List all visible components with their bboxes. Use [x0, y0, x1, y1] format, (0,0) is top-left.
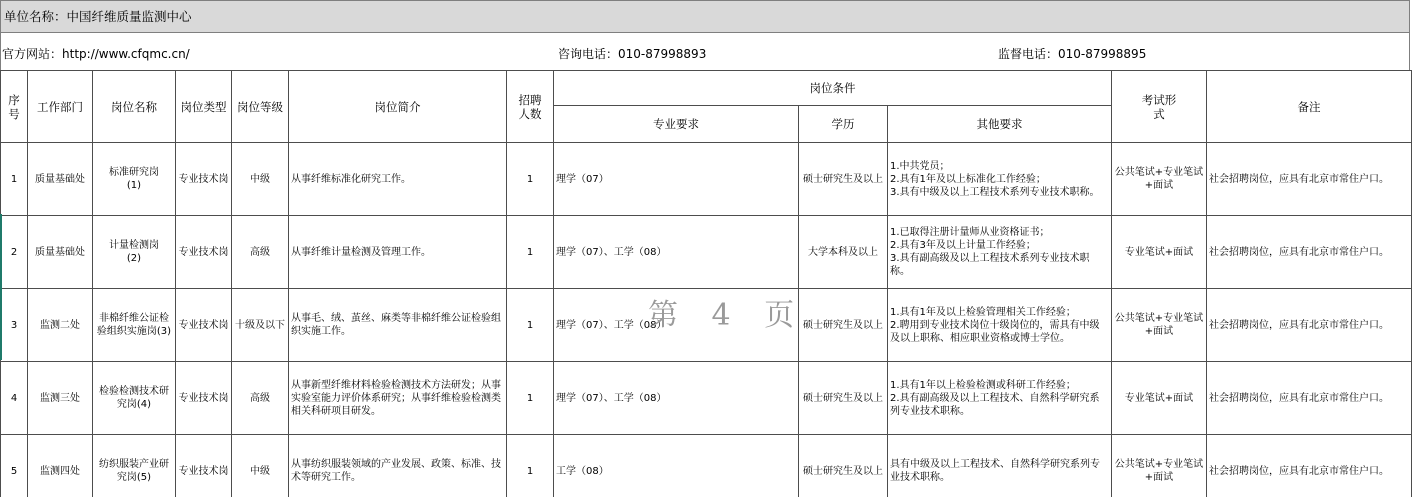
cell-post-name-text: 计量检测岗 (2) [109, 240, 159, 264]
cell-intro-text: 从事毛、绒、茧丝、麻类等非棉纤维公证检验组织实施工作。 [291, 313, 501, 337]
header-post-name[interactable]: 岗位名称 [93, 71, 176, 143]
other-requirement-line: 2.具有1年及以上标准化工作经验； [890, 173, 1046, 185]
cell-major[interactable] [554, 435, 799, 497]
header-row-1 [1, 71, 1412, 106]
cell-count[interactable] [507, 289, 554, 362]
unit-name-row[interactable] [0, 0, 1410, 33]
cell-post-level[interactable] [232, 289, 289, 362]
cell-remark-text: 社会招聘岗位，应具有北京市常住户口。 [1209, 246, 1389, 258]
header-major[interactable]: 专业要求 [554, 106, 799, 143]
header-conditions[interactable]: 岗位条件 [554, 71, 1112, 106]
cell-other[interactable] [888, 216, 1112, 289]
cell-post-name[interactable] [93, 216, 176, 289]
cell-post-type[interactable] [176, 289, 232, 362]
cell-post-level[interactable] [232, 362, 289, 435]
cell-count[interactable] [507, 143, 554, 216]
cell-major[interactable] [554, 362, 799, 435]
cell-dept[interactable] [28, 435, 93, 497]
recruitment-table [0, 70, 1412, 497]
header-education[interactable]: 学历 [799, 106, 888, 143]
cell-major-text: 理学（07） [556, 173, 609, 185]
other-requirement-line: 1.具有1年及以上检验管理相关工作经验； [890, 306, 1076, 318]
cell-dept[interactable] [28, 216, 93, 289]
cell-seq[interactable] [1, 435, 28, 497]
cell-post-name-text: 检验检测技术研究岗(4) [99, 386, 169, 410]
cell-intro-text: 从事新型纤维材料检验检测技术方法研发；从事实验室能力评价体系研究；从事纤维检验检测类相关科研项目研发。 [291, 379, 501, 417]
cell-education[interactable] [799, 143, 888, 216]
cell-exam[interactable] [1112, 289, 1207, 362]
header-dept[interactable]: 工作部门 [28, 71, 93, 143]
cell-seq-text: 4 [10, 392, 18, 404]
cell-post-level-text: 高级 [250, 392, 270, 404]
header-post-type[interactable]: 岗位类型 [176, 71, 232, 143]
cell-post-type-text: 专业技术岗 [178, 465, 229, 477]
cell-count-text: 1 [526, 246, 534, 258]
cell-post-level[interactable] [232, 216, 289, 289]
cell-intro-text: 从事纤维标准化研究工作。 [291, 173, 411, 185]
cell-education[interactable] [799, 435, 888, 497]
cell-post-name-text: 非棉纤维公证检验组织实施岗(3) [96, 313, 172, 337]
cell-post-name[interactable] [93, 435, 176, 497]
header-intro[interactable]: 岗位简介 [289, 71, 507, 143]
other-requirement-line: 1.具有1年以上检验检测或科研工作经验； [890, 379, 1076, 391]
header-other[interactable]: 其他要求 [888, 106, 1112, 143]
cell-dept-text: 监测四处 [40, 465, 80, 477]
unit-name-value: 中国纤维质量监测中心 [66, 9, 192, 24]
row-selection-accent [0, 214, 2, 360]
other-requirement-line: 1.已取得注册计量师从业资格证书； [890, 227, 1050, 238]
cell-major-text: 工学（08） [556, 465, 609, 477]
cell-seq-text: 5 [10, 465, 18, 477]
supervise-phone-value: 010-87998895 [1058, 47, 1147, 61]
header-post-level[interactable]: 岗位等级 [232, 71, 289, 143]
cell-remark-text: 社会招聘岗位，应具有北京市常住户口。 [1209, 392, 1389, 404]
cell-dept[interactable] [28, 289, 93, 362]
cell-count[interactable] [507, 216, 554, 289]
cell-exam[interactable] [1112, 216, 1207, 289]
supervise-phone-label: 监督电话： [998, 47, 1059, 61]
cell-count-text: 1 [526, 392, 534, 404]
cell-post-type-text: 专业技术岗 [178, 246, 229, 258]
cell-education-text: 大学本科及以上 [808, 246, 878, 258]
other-requirement-line: 3.具有副高级及以上工程技术系列专业技术职称。 [890, 253, 1090, 277]
cell-post-name[interactable] [93, 362, 176, 435]
cell-count-text: 1 [526, 319, 534, 331]
cell-education[interactable] [799, 216, 888, 289]
cell-other[interactable] [888, 362, 1112, 435]
supervise-phone-cell [998, 45, 1146, 62]
cell-education-text: 硕士研究生及以上 [803, 319, 883, 331]
cell-post-level[interactable] [232, 435, 289, 497]
cell-post-name[interactable] [93, 289, 176, 362]
cell-post-level-text: 十级及以下 [235, 319, 285, 331]
cell-dept-text: 质量基础处 [35, 173, 85, 185]
cell-remark-text: 社会招聘岗位，应具有北京市常住户口。 [1209, 319, 1389, 331]
cell-intro[interactable] [289, 289, 507, 362]
cell-education-text: 硕士研究生及以上 [803, 392, 883, 404]
cell-post-type-text: 专业技术岗 [178, 319, 229, 331]
cell-exam-text: 公共笔试+专业笔试+面试 [1114, 167, 1204, 191]
table-row [1, 362, 1412, 435]
consult-phone-label: 咨询电话： [558, 47, 619, 61]
contact-info-row[interactable] [0, 33, 1410, 70]
cell-count-text: 1 [526, 465, 534, 477]
cell-count-text: 1 [526, 173, 534, 185]
cell-major-text: 理学（07）、工学（08） [556, 319, 667, 331]
website-link[interactable]: http://www.cfqmc.cn/ [62, 47, 190, 61]
cell-post-name-text: 标准研究岗 (1) [109, 167, 159, 191]
other-requirement-line: 2.具有3年及以上计量工作经验； [890, 240, 1036, 251]
cell-exam-text: 专业笔试+面试 [1124, 246, 1194, 258]
cell-exam-text: 专业笔试+面试 [1124, 392, 1194, 404]
cell-intro[interactable] [289, 362, 507, 435]
cell-seq[interactable] [1, 362, 28, 435]
table-row [1, 289, 1412, 362]
cell-post-type[interactable] [176, 362, 232, 435]
table-row [1, 216, 1412, 289]
cell-remark[interactable] [1207, 143, 1412, 216]
cell-education-text: 硕士研究生及以上 [803, 173, 883, 185]
other-requirement-line: 2.聘用到专业技术岗位十级岗位的，需具有中级及以上职称、相应职业资格或博士学位。 [890, 319, 1100, 344]
cell-remark[interactable] [1207, 289, 1412, 362]
cell-intro[interactable] [289, 143, 507, 216]
other-requirement-line: 3.具有中级及以上工程技术系列专业技术职称。 [890, 186, 1100, 198]
cell-post-name-text: 纺织服装产业研究岗(5) [99, 459, 169, 483]
header-count[interactable]: 招聘人数 [507, 71, 554, 143]
cell-post-type[interactable] [176, 216, 232, 289]
cell-remark-text: 社会招聘岗位，应具有北京市常住户口。 [1209, 465, 1389, 477]
cell-major[interactable] [554, 143, 799, 216]
cell-education[interactable] [799, 362, 888, 435]
cell-dept-text: 监测三处 [40, 392, 80, 404]
cell-intro[interactable] [289, 435, 507, 497]
cell-post-level[interactable] [232, 143, 289, 216]
other-requirement-line: 1.中共党员； [890, 160, 950, 172]
cell-seq[interactable] [1, 216, 28, 289]
cell-post-type[interactable] [176, 435, 232, 497]
cell-remark[interactable] [1207, 435, 1412, 497]
consult-phone-cell [558, 45, 706, 62]
cell-exam-text: 公共笔试+专业笔试+面试 [1114, 459, 1204, 483]
cell-major-text: 理学（07）、工学（08） [556, 246, 667, 258]
cell-education[interactable] [799, 289, 888, 362]
cell-other[interactable] [888, 143, 1112, 216]
cell-major[interactable] [554, 289, 799, 362]
header-seq[interactable]: 序号 [1, 71, 28, 143]
consult-phone-value: 010-87998893 [618, 47, 707, 61]
cell-seq-text: 3 [10, 319, 18, 331]
cell-exam[interactable] [1112, 143, 1207, 216]
cell-remark[interactable] [1207, 216, 1412, 289]
cell-dept[interactable] [28, 362, 93, 435]
cell-seq-text: 1 [10, 173, 18, 185]
cell-major[interactable] [554, 216, 799, 289]
cell-other[interactable] [888, 289, 1112, 362]
cell-seq-text: 2 [10, 246, 18, 258]
cell-exam-text: 公共笔试+专业笔试+面试 [1114, 313, 1204, 337]
cell-remark[interactable] [1207, 362, 1412, 435]
cell-post-type-text: 专业技术岗 [178, 392, 229, 404]
cell-intro-text: 从事纤维计量检测及管理工作。 [291, 246, 431, 258]
table-row [1, 435, 1412, 497]
cell-seq[interactable] [1, 143, 28, 216]
cell-post-type-text: 专业技术岗 [178, 173, 229, 185]
cell-count[interactable] [507, 435, 554, 497]
website-label: 官方网站： [2, 47, 63, 61]
header-remark[interactable]: 备注 [1207, 71, 1412, 143]
other-requirement-line: 具有中级及以上工程技术、自然科学研究系列专业技术职称。 [890, 459, 1100, 483]
cell-post-level-text: 中级 [250, 173, 270, 185]
cell-education-text: 硕士研究生及以上 [803, 465, 883, 477]
website-cell [2, 45, 190, 62]
page-watermark: 第 4 页 [648, 298, 807, 333]
cell-post-type[interactable] [176, 143, 232, 216]
other-requirement-line: 2.具有副高级及以上工程技术、自然科学研究系列专业技术职称。 [890, 392, 1100, 417]
table-row [1, 143, 1412, 216]
cell-intro[interactable] [289, 216, 507, 289]
cell-post-level-text: 高级 [250, 246, 270, 258]
cell-seq[interactable] [1, 289, 28, 362]
cell-intro-text: 从事纺织服装领域的产业发展、政策、标准、技术等研究工作。 [291, 459, 501, 483]
cell-post-name[interactable] [93, 143, 176, 216]
cell-dept-text: 监测二处 [40, 319, 80, 331]
cell-major-text: 理学（07）、工学（08） [556, 392, 667, 404]
cell-count[interactable] [507, 362, 554, 435]
cell-dept-text: 质量基础处 [35, 246, 85, 258]
cell-post-level-text: 中级 [250, 465, 270, 477]
cell-exam[interactable] [1112, 362, 1207, 435]
cell-dept[interactable] [28, 143, 93, 216]
header-exam[interactable]: 考试形式 [1112, 71, 1207, 143]
cell-remark-text: 社会招聘岗位，应具有北京市常住户口。 [1209, 173, 1389, 185]
cell-exam[interactable] [1112, 435, 1207, 497]
cell-other[interactable] [888, 435, 1112, 497]
unit-name-label: 单位名称： [4, 9, 67, 24]
